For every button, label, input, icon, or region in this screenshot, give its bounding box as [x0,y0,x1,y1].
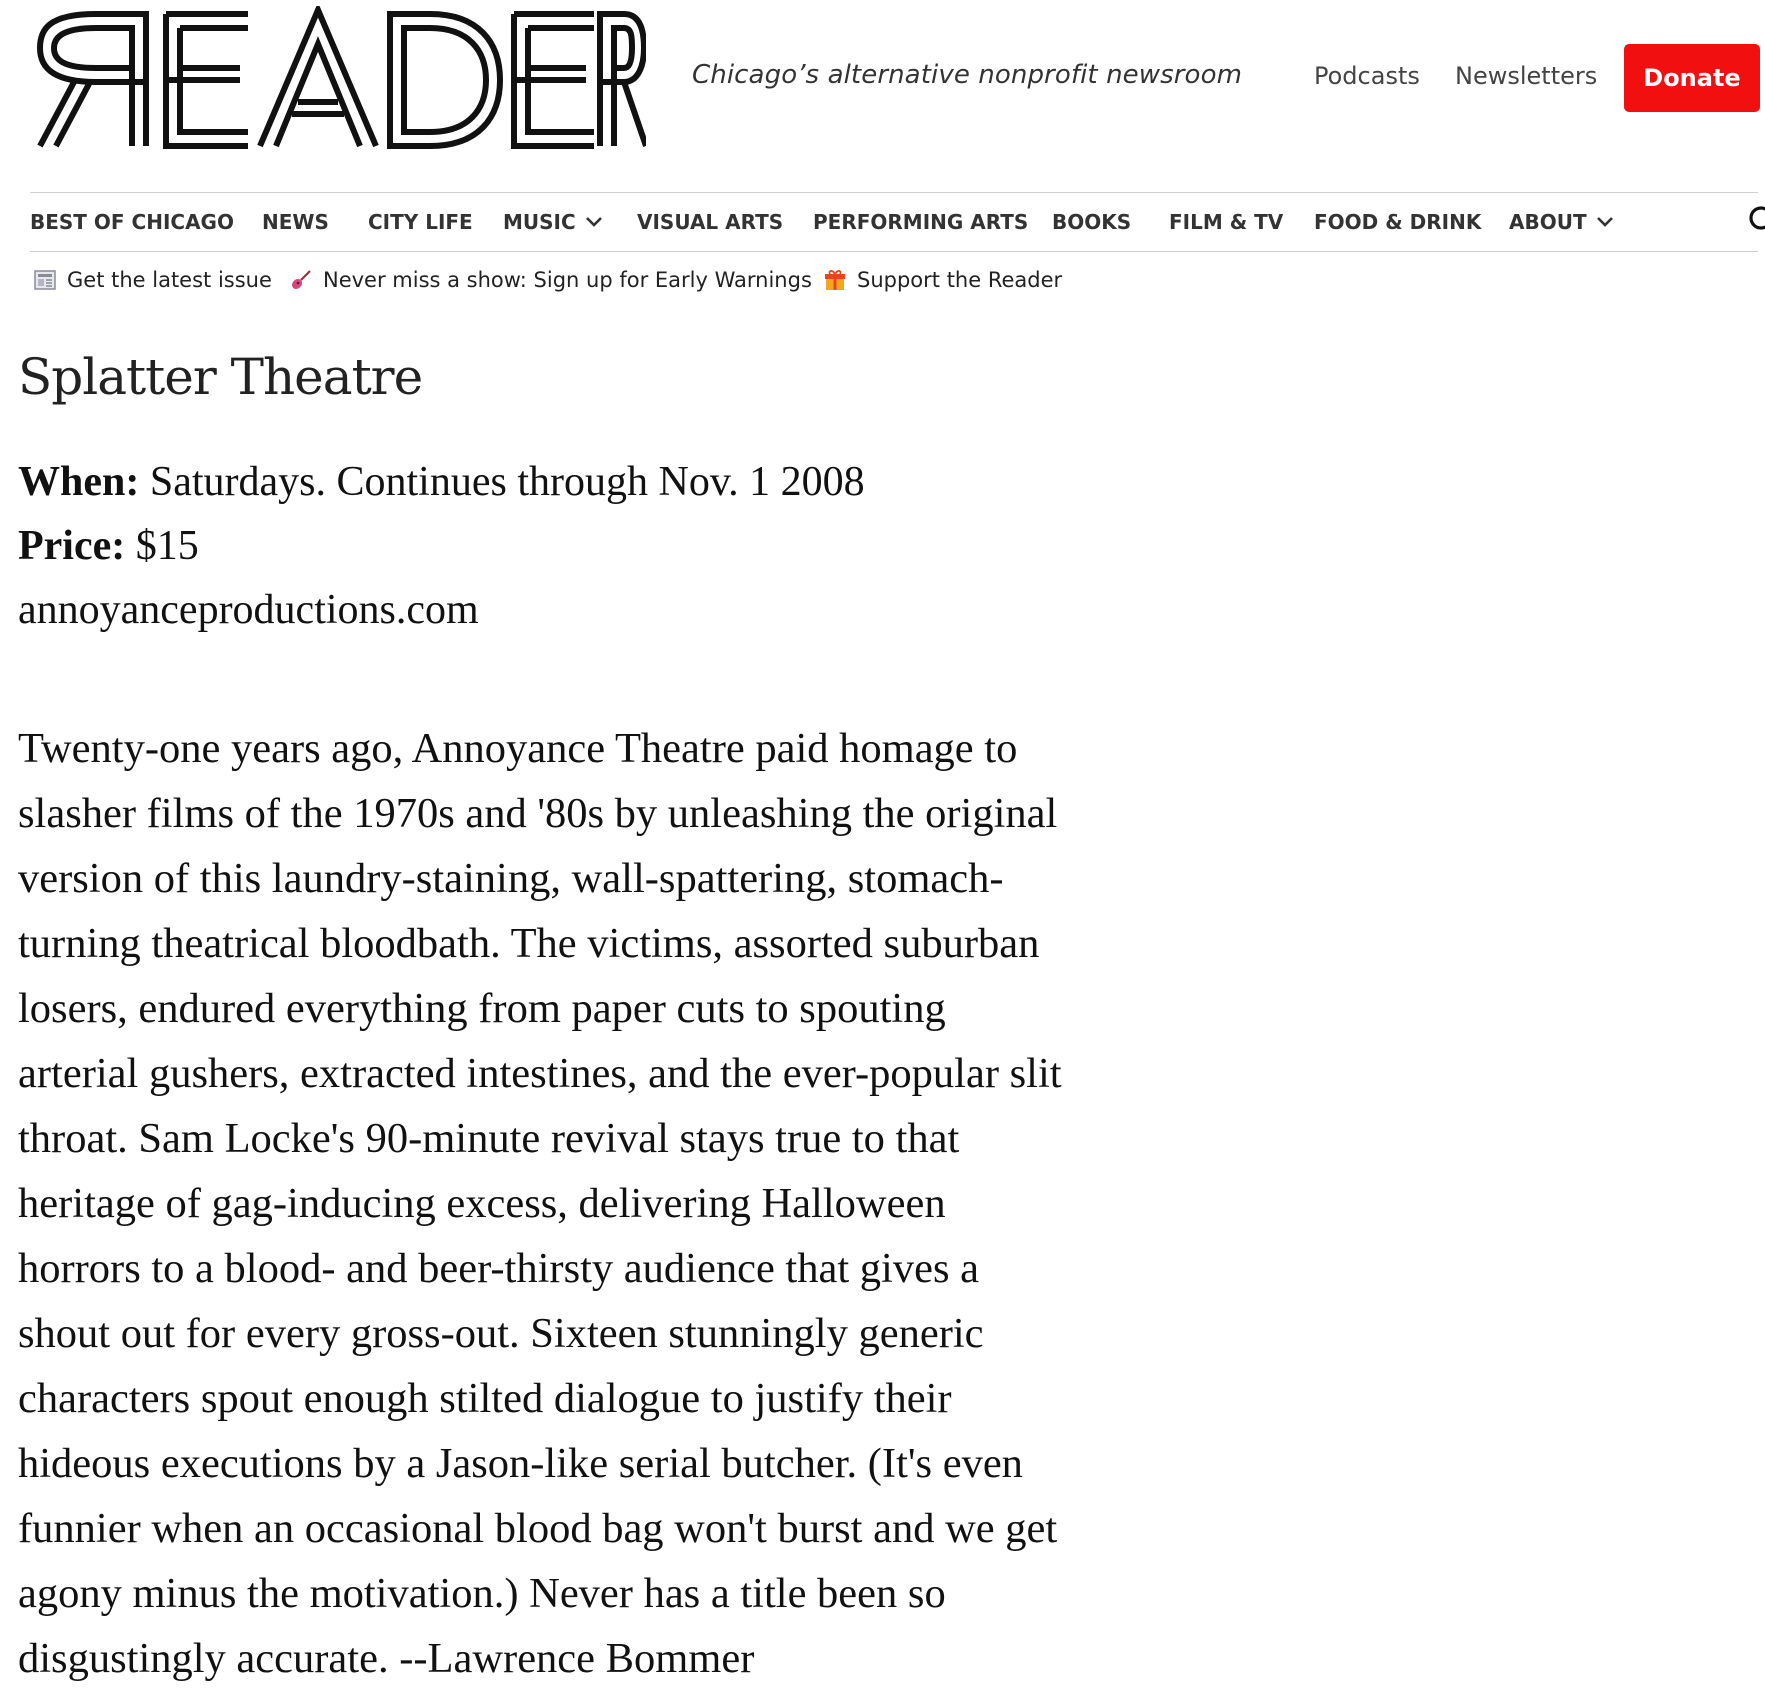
nav-item-visual-arts[interactable] [637,210,783,234]
donate-button[interactable]: Donate [1624,44,1760,112]
body-line: arterial gushers, extracted intestines, and the ever-popular slit [18,1050,1062,1097]
nav-item-label: FILM & TV [1169,210,1284,234]
body-line: heritage of gag-inducing excess, delivering Halloween [18,1180,946,1227]
promo-latest-issue[interactable] [34,268,272,292]
logo-letter-d [390,14,500,146]
chevron-down-icon [1596,216,1614,228]
nav-item-city-life[interactable] [368,210,473,234]
promo-support[interactable] [824,268,1062,292]
reader-logo[interactable] [34,6,646,152]
when-value: Saturdays. Continues through Nov. 1 2008 [149,459,865,505]
nav-item-label: FOOD & DRINK [1314,210,1482,234]
guitar-icon [290,269,312,291]
nav-item-film-tv[interactable] [1169,210,1283,234]
nav-item-food-drink[interactable] [1314,210,1481,234]
body-line: disgustingly accurate. --Lawrence Bommer [18,1635,755,1682]
body-line: version of this laundry-staining, wall-spattering, stomach- [18,855,1004,902]
nav-item-about[interactable] [1509,210,1614,234]
logo-letter-e-2 [514,14,594,146]
promo-label: Get the latest issue [67,268,272,292]
promo-label: Never miss a show: Sign up for Early Warnings [323,268,812,292]
tagline: Chicago’s alternative nonprofit newsroom [692,60,1242,90]
nav-item-label: BEST OF CHICAGO [30,210,234,234]
chevron-down-icon [585,216,603,228]
nav-item-label: MUSIC [503,210,576,234]
nav-item-performing-arts[interactable] [813,210,1028,234]
logo-letter-e [166,14,248,146]
body-line: hideous executions by a Jason-like serial butcher. (It's even [18,1440,1023,1487]
body-line: characters spout enough stilted dialogue to justify their [18,1375,952,1422]
body-line: agony minus the motivation.) Never has a title been so [18,1570,946,1617]
podcasts-link[interactable]: Podcasts [1314,62,1420,90]
main-nav [30,192,1758,252]
nav-item-best-of-chicago[interactable] [30,210,234,234]
body-line: turning theatrical bloodbath. The victims, assorted suburban [18,920,1040,967]
nav-item-label: BOOKS [1052,210,1132,234]
when-label: When: [18,459,140,505]
event-price [18,522,199,570]
nav-item-label: ABOUT [1509,210,1587,234]
nav-item-label: VISUAL ARTS [637,210,784,234]
newspaper-icon [34,270,56,290]
promo-early-warnings[interactable] [290,268,812,292]
event-when [18,458,865,506]
nav-item-news[interactable] [262,210,329,234]
body-line: slasher films of the 1970s and '80s by unleashing the original [18,790,1058,837]
body-line: horrors to a blood- and beer-thirsty audience that gives a [18,1245,979,1292]
body-line: losers, endured everything from paper cuts to spouting [18,985,946,1032]
nav-item-label: NEWS [262,210,329,234]
body-line: throat. Sam Locke's 90-minute revival stays true to that [18,1115,960,1162]
nav-item-books[interactable] [1052,210,1131,234]
logo-letter-reversed-r [40,14,146,146]
body-line: shout out for every gross-out. Sixteen stunningly generic [18,1310,984,1357]
promo-label: Support the Reader [857,268,1063,292]
price-value: $15 [135,523,199,569]
page-title: Splatter Theatre [18,348,423,406]
nav-item-label: CITY LIFE [368,210,473,234]
body-line: funnier when an occasional blood bag won't burst and we get [18,1505,1058,1552]
article-body [18,716,1178,1691]
search-icon[interactable] [1748,205,1765,239]
gift-icon [824,269,846,291]
event-website: annoyanceproductions.com [18,587,479,633]
logo-letter-a [260,10,376,146]
body-line: Twenty-one years ago, Annoyance Theatre paid homage to [18,725,1018,772]
nav-item-music[interactable] [503,210,603,234]
logo-letter-r [600,14,646,146]
newsletters-link[interactable]: Newsletters [1455,62,1598,90]
nav-item-label: PERFORMING ARTS [813,210,1029,234]
price-label: Price: [18,523,126,569]
